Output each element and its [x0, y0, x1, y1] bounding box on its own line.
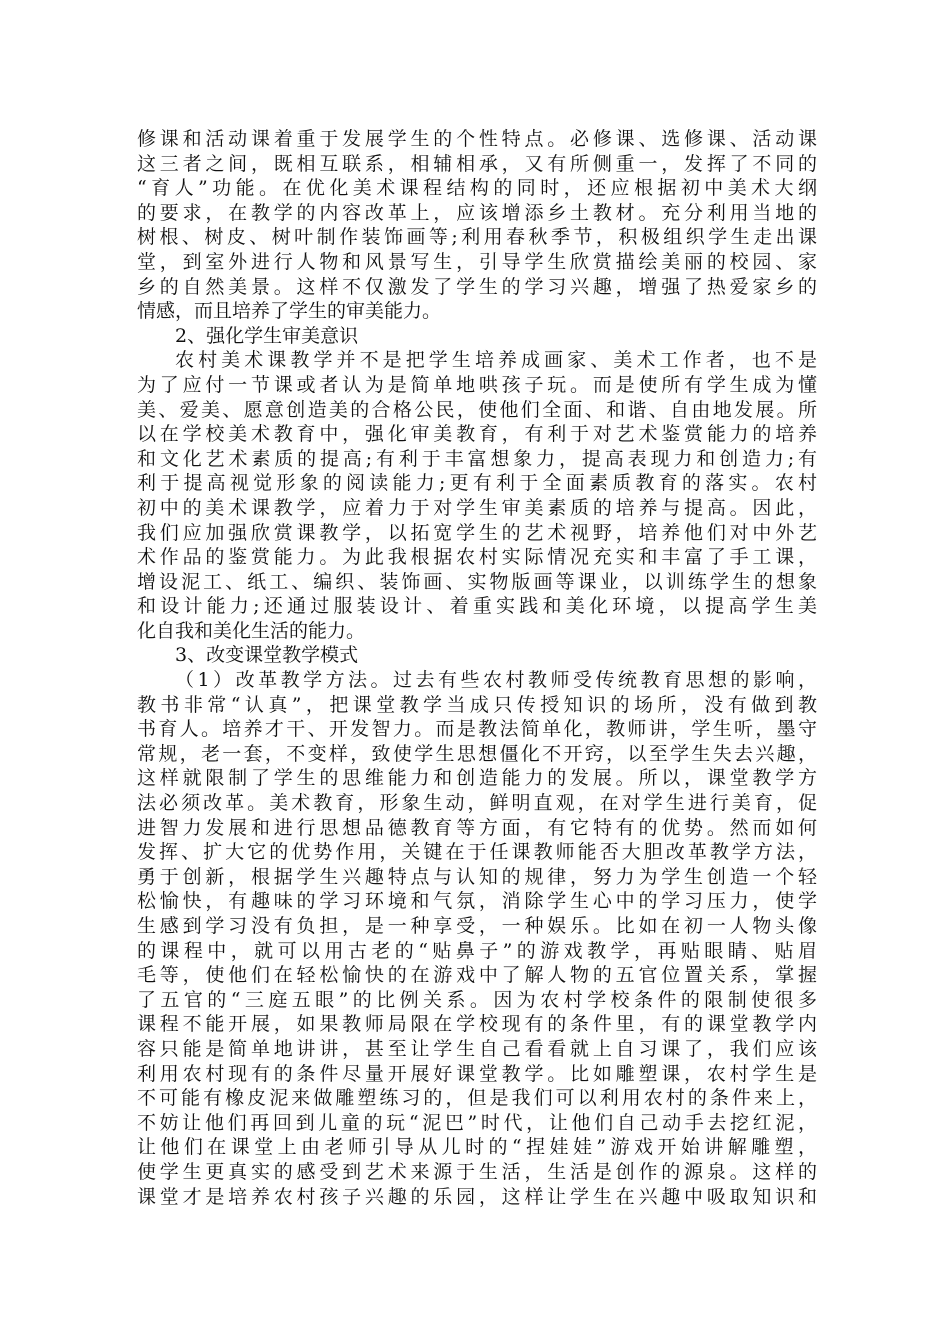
paragraph-teaching-method [137, 668, 817, 1209]
text-line: 我们应加强欣赏课教学，以拓宽学生的艺术视野，培养他们对中外艺 [137, 521, 817, 544]
text-line: 修课和活动课着重于发展学生的个性特点。必修课、选修课、活动课 [137, 128, 817, 150]
document-body [137, 127, 817, 1209]
text-line: 发挥、扩大它的优势作用，关键在于任课教师能否大胆改革教学方法， [137, 841, 817, 864]
text-line: 初中的美术课教学，应着力于对学生审美素质的培养与提高。因此， [137, 496, 817, 519]
text-line: 不妨让他们再回到儿童的玩“泥巴”时代，让他们自己动手去挖红泥， [137, 1111, 817, 1134]
text-line: 和文化艺术素质的提高;有利于丰富想象力，提高表现力和创造力;有 [137, 447, 817, 470]
text-line: 常规，老一套，不变样，致使学生思想僵化不开窍，以至学生失去兴趣， [137, 742, 817, 765]
text-line: “育人”功能。在优化美术课程结构的同时，还应根据初中美术大纲 [137, 177, 817, 200]
text-line: 法必须改革。美术教育，形象生动，鲜明直观，在对学生进行美育，促 [137, 792, 817, 815]
text-line: 情感，而且培养了学生的审美能力。 [137, 300, 442, 323]
text-line: 教书非常“认真”，把课堂教学当成只传授知识的场所，没有做到教 [137, 693, 817, 716]
text-line: 的要求，在教学的内容改革上，应该增添乡土教材。充分利用当地的 [137, 201, 817, 224]
section-heading-aesthetic: 2、强化学生审美意识 [175, 324, 359, 347]
text-line: 美、爱美、愿意创造美的合格公民，使他们全面、和谐、自由地发展。所 [137, 398, 817, 421]
text-line: 农村美术课教学并不是把学生培养成画家、美术工作者，也不是 [175, 349, 817, 372]
text-line: 毛等，使他们在轻松愉快的在游戏中了解人物的五官位置关系，掌握 [137, 964, 817, 987]
text-line: 堂，到室外进行人物和风景写生，引导学生欣赏描绘美丽的校园、家 [137, 250, 817, 273]
text-line: 这样就限制了学生的思维能力和创造能力的发展。所以，课堂教学方 [137, 767, 817, 790]
text-line: 了五官的“三庭五眼”的比例关系。因为农村学校条件的限制使很多 [137, 988, 817, 1011]
text-line: 让他们在课堂上由老师引导从儿时的“捏娃娃”游戏开始讲解雕塑， [137, 1136, 817, 1159]
text-line: 的课程中，就可以用古老的“贴鼻子”的游戏教学，再贴眼睛、贴眉 [137, 939, 817, 962]
text-line: 利于提高视觉形象的阅读能力;更有利于全面素质教育的落实。农村 [137, 472, 817, 495]
text-line: 增设泥工、纸工、编织、装饰画、实物版画等课业，以训练学生的想象 [137, 570, 817, 593]
text-line: 勇于创新，根据学生兴趣特点与认知的规律，努力为学生创造一个轻 [137, 865, 817, 888]
text-line: 松愉快，有趣味的学习环境和气氛，消除学生心中的学习压力，使学 [137, 890, 817, 913]
text-line: 树根、树皮、树叶制作装饰画等;利用春秋季节，积极组织学生走出课 [137, 226, 817, 249]
text-line: 容只能是简单地讲讲，甚至让学生自己看看就上自习课了，我们应该 [137, 1037, 817, 1060]
paragraph-curriculum [137, 127, 817, 324]
section-heading-classroom: 3、改变课堂教学模式 [175, 644, 359, 667]
text-line: 使学生更真实的感受到艺术来源于生活，生活是创作的源泉。这样的 [137, 1160, 817, 1183]
text-line: 利用农村现有的条件尽量开展好课堂教学。比如雕塑课，农村学生是 [137, 1062, 817, 1085]
text-line: 和设计能力;还通过服装设计、着重实践和美化环境，以提高学生美 [137, 595, 817, 618]
text-line: 以在学校美术教育中，强化审美教育，有利于对艺术鉴赏能力的培养 [137, 423, 817, 446]
text-line: 进智力发展和进行思想品德教育等方面，有它特有的优势。然而如何 [137, 816, 817, 839]
paragraph-aesthetic [137, 348, 817, 643]
text-line: 这三者之间，既相互联系，相辅相承，又有所侧重一，发挥了不同的 [137, 152, 817, 175]
text-line: 化自我和美化生活的能力。 [137, 619, 366, 642]
text-line: （1）改革教学方法。过去有些农村教师受传统教育思想的影响， [175, 669, 817, 692]
text-line: 课程不能开展，如果教师局限在学校现有的条件里，有的课堂教学内 [137, 1013, 817, 1036]
text-line: 书育人。培养才干、开发智力。而是教法简单化，教师讲，学生听，墨守 [137, 718, 817, 741]
text-line: 乡的自然美景。这样不仅激发了学生的学习兴趣，增强了热爱家乡的 [137, 275, 817, 298]
text-line: 不可能有橡皮泥来做雕塑练习的，但是我们可以利用农村的条件来上， [137, 1087, 817, 1110]
text-line: 术作品的鉴赏能力。为此我根据农村实际情况充实和丰富了手工课， [137, 546, 817, 569]
text-line: 为了应付一节课或者认为是简单地哄孩子玩。而是使所有学生成为懂 [137, 373, 817, 396]
text-line: 生感到学习没有负担，是一种享受，一种娱乐。比如在初一人物头像 [137, 915, 817, 937]
text-line: 课堂才是培养农村孩子兴趣的乐园，这样让学生在兴趣中吸取知识和 [137, 1185, 817, 1208]
